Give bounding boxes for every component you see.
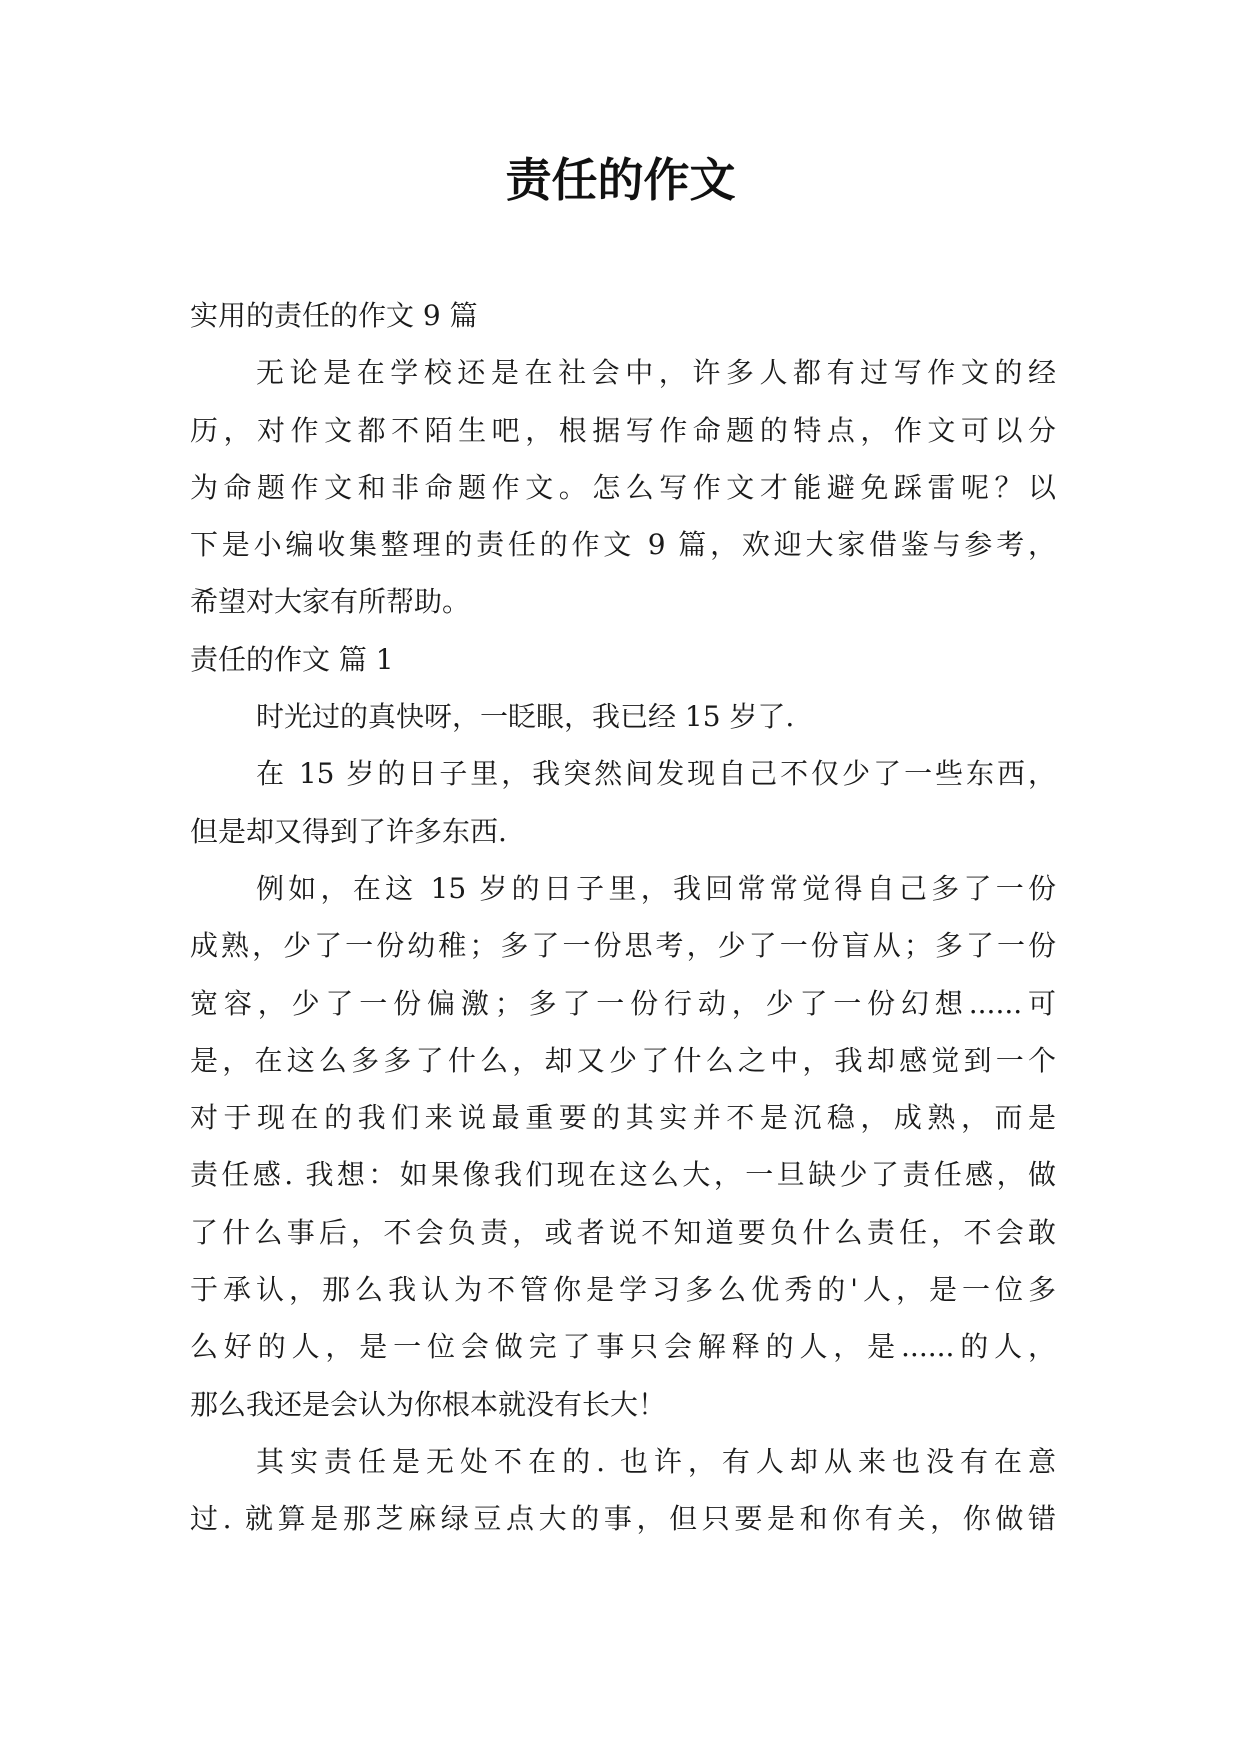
intro-paragraph [190, 344, 1056, 630]
text-line: 过. 就算是那芝麻绿豆点大的事，但只要是和你有关，你做错 [190, 1502, 1056, 1536]
document-title: 责任的作文 [505, 153, 736, 207]
text-line: 宽容，少了一份偏激；多了一份行动，少了一份幻想......可 [190, 986, 1056, 1020]
text-line: 希望对大家有所帮助。 [190, 585, 471, 619]
text-line: 但是却又得到了许多东西. [190, 814, 507, 848]
text-line: 那么我还是会认为你根本就没有长大！ [190, 1387, 667, 1421]
section-heading: 责任的作文 篇 1 [190, 642, 394, 676]
text-line: 历，对作文都不陌生吧，根据写作命题的特点，作文可以分 [190, 413, 1056, 447]
paragraph-4 [190, 1433, 1056, 1548]
text-line: 么好的人，是一位会做完了事只会解释的人，是......的人， [190, 1330, 1056, 1364]
text-line: 为命题作文和非命题作文。怎么写作文才能避免踩雷呢？以 [190, 470, 1056, 504]
text-line: 无论是在学校还是在社会中，许多人都有过写作文的经 [256, 356, 1056, 390]
paragraph-2 [190, 745, 1056, 860]
document-subtitle: 实用的责任的作文 9 篇 [190, 299, 478, 332]
text-line: 下是小编收集整理的责任的作文 9 篇，欢迎大家借鉴与参考， [190, 528, 1056, 562]
paragraph-3 [190, 860, 1056, 1433]
text-line: 其实责任是无处不在的. 也许，有人却从来也没有在意 [256, 1444, 1056, 1478]
document-body [190, 287, 1056, 1548]
text-line: 在 15 岁的日子里，我突然间发现自己不仅少了一些东西， [256, 757, 1056, 791]
text-line: 是，在这么多多了什么，却又少了什么之中，我却感觉到一个 [190, 1043, 1056, 1077]
text-line: 例如，在这 15 岁的日子里，我回常常觉得自己多了一份 [256, 871, 1056, 905]
text-line: 时光过的真快呀，一眨眼，我已经 15 岁了. [256, 700, 795, 734]
text-line: 成熟，少了一份幼稚；多了一份思考，少了一份盲从；多了一份 [190, 929, 1056, 963]
text-line: 对于现在的我们来说最重要的其实并不是沉稳，成熟，而是 [190, 1101, 1056, 1135]
paragraph-1 [190, 688, 1056, 745]
text-line: 责任感. 我想：如果像我们现在这么大，一旦缺少了责任感，做 [190, 1158, 1056, 1192]
text-line: 了什么事后，不会负责，或者说不知道要负什么责任，不会敢 [190, 1215, 1056, 1249]
text-line: 于承认，那么我认为不管你是学习多么优秀的'人，是一位多 [190, 1273, 1056, 1307]
